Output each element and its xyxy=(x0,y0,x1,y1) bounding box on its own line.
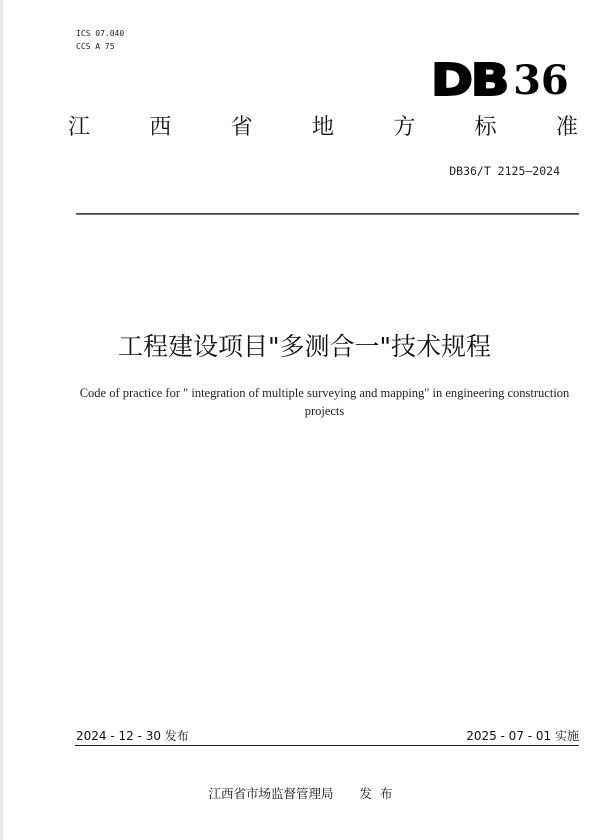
document-title-english: Code of practice for " integration of multiple surveying and mapping" in engineering construction projects xyxy=(79,386,570,418)
issuer-line xyxy=(0,786,609,802)
standard-type-char: 江 xyxy=(68,115,91,140)
logo-db-prefix: DB xyxy=(431,55,507,106)
standard-type-char: 省 xyxy=(230,115,253,140)
standard-type-char: 地 xyxy=(311,115,334,140)
issuer-name: 江西省市场监督管理局 xyxy=(208,786,334,801)
issuer-action: 发布 xyxy=(359,786,401,801)
release-date: 2024 - 12 - 30 发布 xyxy=(76,729,189,743)
logo-province-number: 36 xyxy=(513,57,569,104)
ics-code: ICS 07.040 xyxy=(76,29,125,38)
document-title-chinese: 工程建设项目"多测合一"技术规程 xyxy=(118,332,491,361)
header-divider xyxy=(76,213,579,215)
standard-type-char: 方 xyxy=(393,115,416,140)
db36-logo xyxy=(431,55,569,106)
classification-codes xyxy=(76,27,124,53)
standard-number: DB36/T 2125—2024 xyxy=(449,164,560,178)
standard-type-heading xyxy=(68,113,578,143)
standard-type-char: 准 xyxy=(555,115,578,140)
standard-type-char: 西 xyxy=(149,115,172,140)
standard-type-char: 标 xyxy=(474,115,497,140)
ccs-code: CCS A 75 xyxy=(76,42,115,51)
footer-divider xyxy=(75,745,579,746)
date-row xyxy=(76,728,579,744)
viewer-left-edge xyxy=(0,0,3,840)
implementation-date: 2025 - 07 - 01 实施 xyxy=(466,729,579,743)
